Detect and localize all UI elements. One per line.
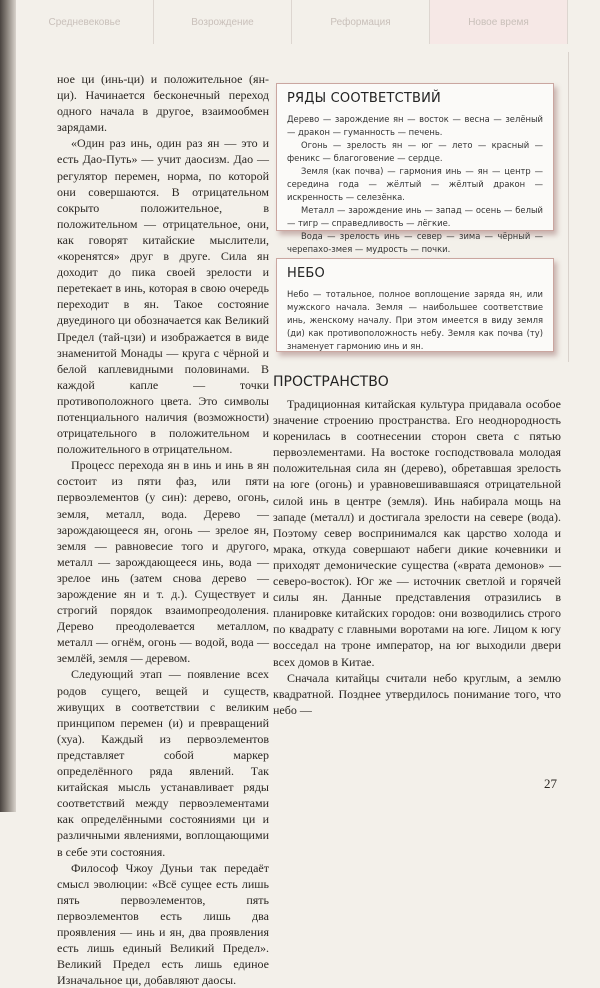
- page-number: 27: [544, 776, 557, 791]
- correspondence-item: Земля (как почва) — гармония инь — ян — центр — середина года — жёлтый — жёлтый дракон — искренность — селезёнка.: [287, 166, 543, 202]
- paragraph: Традиционная китайская культура придавала особое значение строению пространства. Его неоднородность коренилась в соотнесении сторон света с пятью первоэлементами. На востоке господствовала молодая положительная сила ян (дерево), обретавшая зрелость на юге (огонь) и уравновешивавшаяся отрицательной силой инь в центре (земля). Инь набирала мощь на западе (металл) и достигала зрелости на севере (вода). Поэтому север воспринимался как царство холода и мрака, откуда совершают набеги дикие кочевники и приходят демонические существа («врата демонов» — северо-восток). Юг же — источник светлой и горячей силы ян. Данные представления отразились в планировке китайских городов: они возводились строго по квадрату с главными воротами на юге. Лицом к югу восседал на троне император, на юг выходили двери всех домов в Китае.: [273, 397, 561, 669]
- left-column: [57, 71, 269, 988]
- book-spine-shadow: [0, 0, 16, 812]
- sky-sidebar: [276, 258, 554, 352]
- correspondences-sidebar: [276, 83, 554, 254]
- tab-renaissance: Возрождение: [154, 0, 292, 44]
- tab-middle-ages: Средневековье: [16, 0, 154, 44]
- paragraph: Философ Чжоу Дуньи так передаёт смысл эволюции: «Всё сущее есть лишь пять первоэлементов, пять первоэлементов есть лишь два проявления — инь и ян, два проявления есть лишь единый Великий Предел». Великий Предел есть лишь единое Изначальное ци, добавляют даосы.: [57, 860, 269, 988]
- right-column: [273, 396, 561, 718]
- correspondence-item: Огонь — зрелость ян — юг — лето — красный — феникс — благоговение — сердце.: [287, 140, 543, 163]
- chapter-tabs: [16, 0, 568, 44]
- sidebar-title: НЕБО: [287, 266, 325, 281]
- paragraph: «Один раз инь, один раз ян — это и есть Дао-Путь» — учит даосизм. Дао — регулятор перемен, норма, по которой они совершаются. В отрицательном сокрыто положительное, в положительном — отрицательное, они, как говорят китайские мыслители, «коренятся» друг в друге. Сила ян доходит до пика своей зрелости и перетекает в инь, которая в свою очередь переходит в ян. Такое состояние двуединого ци обозначается как Великий Предел (тай-цзи) и изображается в виде знаменитой Монады — круга с чёрной и белой каплевидными половинами. В каждой капле — точки противоположного цвета. Это символы потенциального наличия (возможности) отрицательного в положительном и положительного в отрицательном.: [57, 136, 269, 457]
- sidebar-text: Небо — тотальное, полное воплощение заряда ян, или мужского начала. Земля — наибольшее соответствие инь, женскому началу. При этом имеется в виду земля (ди) как противоположность небу. Земля как почва (ту) знаменует гармонию инь и ян.: [287, 289, 543, 351]
- section-heading: ПРОСТРАНСТВО: [273, 374, 389, 390]
- paragraph: Следующий этап — появление всех родов сущего, вещей и существ, живущих в соответствии с великим принципом перемен (и) и превращений (хуа). Каждый из первоэлементов представляет собой маркер определённого ряда явлений. Так китайская мысль устанавливает ряды соответствий между первоэлементами как определёнными состояниями ци и различными явлениями, воплощающими в себе эти состояния.: [57, 667, 269, 859]
- paragraph: ное ци (инь-ци) и положительное (ян-ци). Начинается бесконечный переход одного начала в другое, взаимообмен зарядами.: [57, 72, 269, 135]
- correspondence-item: Металл — зарождение инь — запад — осень — белый — тигр — справедливость — лёгкие.: [287, 205, 543, 228]
- tab-reformation: Реформация: [292, 0, 430, 44]
- paragraph: Процесс перехода ян в инь и инь в ян состоит из пяти фаз, или пяти первоэлементов (у син): дерево, огонь, земля, металл, вода. Дерево — зарождающееся ян, огонь — зрелое ян, земля — равновесие того и другого, металл — зарождающееся инь, вода — зрелое инь (затем снова дерево — зарождение ян и т. д.). Существует и строгий порядок взаимопреодоления. Дерево преодолевается металлом, металл — огнём, огонь — водой, вода — землёй, земля — деревом.: [57, 458, 269, 666]
- tab-modern-times: Новое время: [430, 0, 568, 44]
- paragraph: Сначала китайцы считали небо круглым, а землю квадратной. Позднее утвердилось понимание того, что небо —: [273, 670, 561, 717]
- margin-rule: [568, 52, 569, 362]
- sidebar-title: РЯДЫ СООТВЕТСТВИЙ: [287, 91, 441, 106]
- correspondence-item: Вода — зрелость инь — север — зима — чёрный — черепахо-змея — мудрость — почки.: [287, 231, 543, 254]
- correspondence-item: Дерево — зарождение ян — восток — весна — зелёный — дракон — гуманность — печень.: [287, 114, 543, 137]
